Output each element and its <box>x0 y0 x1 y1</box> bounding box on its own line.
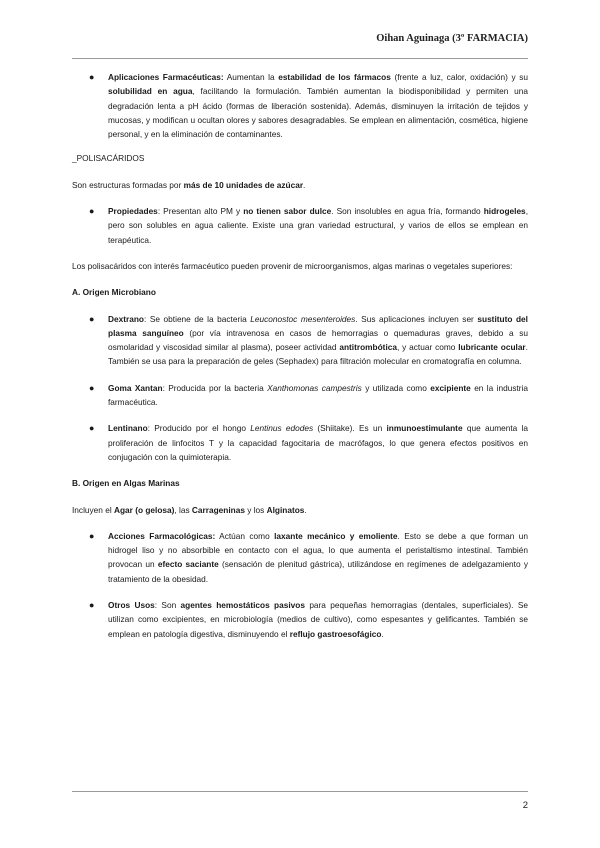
term: Alginatos <box>266 504 305 515</box>
bullet-dot: ● <box>89 72 95 82</box>
origins-paragraph: Los polisacáridos con interés farmacéutico pueden provenir de microorganismos, algas marinas o vegetales superiores: <box>72 260 513 271</box>
term: Otros Usos <box>108 600 155 611</box>
text: y utilizada como <box>361 382 431 393</box>
text: en la industria farmacéutica. <box>108 382 528 408</box>
bullet-goma-xantan <box>72 381 528 410</box>
term: inmunoestimulante <box>386 423 463 434</box>
text: . Son insolubles en agua fría, formando <box>331 206 484 217</box>
term: Aplicaciones Farmacéuticas: <box>108 72 224 82</box>
term: Propiedades <box>108 206 158 217</box>
term: más de 10 unidades de azúcar <box>183 179 304 190</box>
header-rule <box>72 58 528 59</box>
term: solubilidad en agua <box>108 86 193 97</box>
text: : Son <box>154 600 181 611</box>
species-name: Leuconostoc mesenteroides <box>250 313 356 324</box>
text: : Presentan alto PM y <box>157 206 244 217</box>
bullet-dot: ● <box>89 382 95 393</box>
bullet-dot: ● <box>89 206 95 217</box>
term: Lentinano <box>108 423 148 434</box>
term: antitrombótica <box>339 342 397 353</box>
heading-origen-microbiano <box>72 285 528 299</box>
term: efecto saciante <box>157 559 219 570</box>
term: reflujo gastroesofágico <box>289 628 382 639</box>
text: que aumenta la proliferación de linfocitos T y la capacidad fagocitaria de macrófagos, lo que genera efectos positivos en conjugación con la quimioterapia. <box>108 423 528 462</box>
header-title: Oihan Aguinaga (3º FARMACIA) <box>376 33 528 44</box>
text: . <box>303 179 306 190</box>
bullet-lentinano <box>72 421 528 464</box>
text: , facilitando la formulación. También aumentan la biodisponibilidad y permiten una degradación lenta a pH ácido (formas de liberación sostenida). Además, disminuyen la irritación de tejidos y mucosas, y modifican u ocultan olores y sabores desagradables. Se emplean en alimentación, cosmética, higiene personal, y en la eliminación de contaminantes. <box>108 86 528 140</box>
term: hidrogeles <box>483 206 526 217</box>
algas-intro-paragraph <box>72 503 528 517</box>
intro-paragraph <box>72 178 528 192</box>
bullet-dot: ● <box>89 600 95 611</box>
text: (por vía intravenosa en casos de hemorragias o quemaduras graves, debido a su osmolaridad y viscosidad similar al plasma), poseer actividad <box>108 327 529 353</box>
bullet-dot: ● <box>89 423 95 434</box>
bullet-aplicaciones <box>72 70 528 141</box>
text: para pequeñas hemorragias (dentales, superficiales). Se utilizan como excipientes, en microbiología (medios de cultivo), como espesantes y gelificantes. También se emplean en patología digestiva, disminuyendo el <box>108 600 528 639</box>
term: lubricante ocular <box>458 342 526 353</box>
term: Acciones Farmacológicas: <box>108 530 216 541</box>
text: : Producida por la bacteria <box>162 382 268 393</box>
text: . Sus aplicaciones incluyen ser <box>355 313 478 324</box>
text: . También se usa para la preparación de geles (Sephadex) para filtración molecular en cromatografía en columna. <box>108 342 528 367</box>
bullet-acciones-farmacologicas <box>72 529 528 586</box>
heading-text: A. Origen Microbiano <box>72 287 156 298</box>
bullet-dot: ● <box>89 530 95 541</box>
bullet-propiedades <box>72 204 528 247</box>
text: , las <box>174 504 192 515</box>
term: excipiente <box>430 382 471 393</box>
heading-text: B. Origen en Algas Marinas <box>72 478 180 489</box>
term: Carrageninas <box>191 504 245 515</box>
text: (sensación de plenitud gástrica), utilizándose en regímenes de adelgazamiento y tratamiento de la obesidad. <box>108 559 528 584</box>
text: . Esto se debe a que forman un hidrogel liso y no absorbible en contacto con el agua, lo que aumenta el peristaltismo intestinal. También provocan un <box>108 530 528 570</box>
text: . <box>304 504 307 515</box>
species-name: Xanthomonas campestris <box>267 382 362 393</box>
text: Son estructuras formadas por <box>72 179 184 190</box>
document-body <box>72 70 528 641</box>
term: laxante mecánico y emoliente <box>274 530 398 541</box>
text: Actúan como <box>215 530 275 541</box>
term: estabilidad de los fármacos <box>278 72 391 82</box>
text: : Se obtiene de la bacteria <box>143 313 251 324</box>
text: , pero son solubles en agua caliente. Existe una gran variedad estructural, y varios de ellos se emplean en terapéutica. <box>108 206 528 245</box>
term: Agar (o gelosa) <box>113 504 175 515</box>
bullet-dextrano <box>72 312 528 369</box>
text: Aumentan la <box>223 72 279 82</box>
term: Goma Xantan <box>108 382 163 393</box>
term: Dextrano <box>108 313 144 324</box>
term: sustituto del plasma sanguíneo <box>108 313 528 338</box>
footer-rule <box>72 791 528 792</box>
bullet-otros-usos <box>72 598 528 641</box>
term: agentes hemostáticos pasivos <box>180 600 305 611</box>
term: no tienen sabor dulce <box>243 206 332 217</box>
text: , y actuar como <box>396 342 459 353</box>
text: . <box>381 628 384 639</box>
species-name: Lentinus edodes <box>250 423 314 434</box>
text: (frente a luz, calor, oxidación) y su <box>390 72 528 82</box>
text: Incluyen el <box>72 504 114 515</box>
bullet-dot: ● <box>89 313 95 324</box>
heading-origen-algas <box>72 476 528 490</box>
text: y los <box>244 504 267 515</box>
section-heading: _POLISACÁRIDOS <box>72 153 145 164</box>
page-number: 2 <box>522 800 528 811</box>
text: : Producido por el hongo <box>147 423 251 434</box>
text: (Shiitake). Es un <box>313 423 387 434</box>
